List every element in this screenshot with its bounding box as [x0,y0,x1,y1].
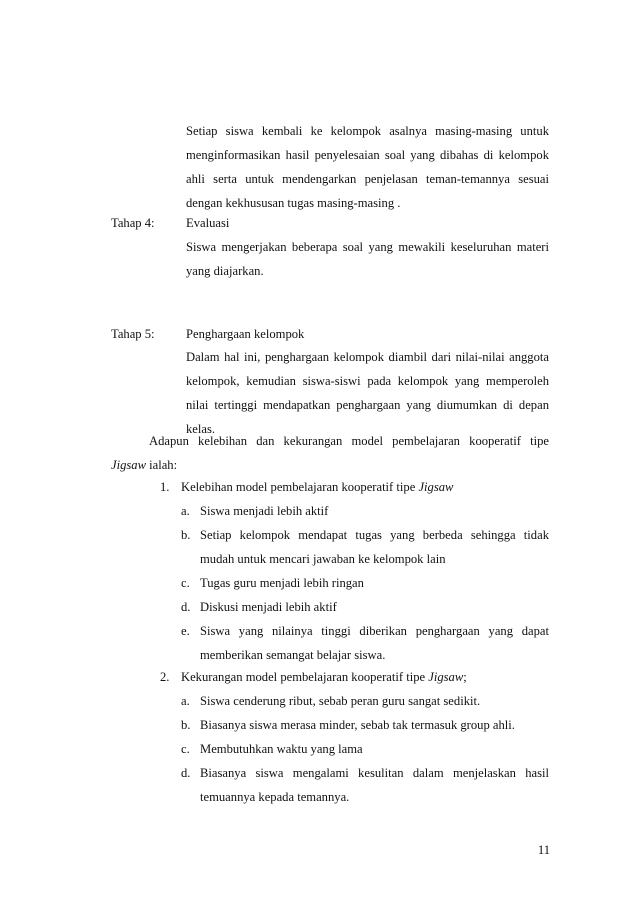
step-label: Tahap 5: [111,327,155,341]
list-heading-text: Kekurangan model pembelajaran kooperatif tipe [181,670,429,684]
paragraph-line: yang diajarkan. [186,264,264,278]
list-letter: a. [181,504,190,518]
list-heading [181,670,467,685]
list-letter: a. [181,694,190,708]
paragraph-line: nilai tertinggi mendapatkan penghargaan yang diumumkan di depan [186,398,549,412]
term-jigsaw: Jigsaw [418,480,454,494]
list-item: temuannya kepada temannya. [200,790,350,804]
paragraph-line: kelas. [186,422,216,436]
list-letter: d. [181,766,191,780]
intro-line [111,458,177,473]
term-jigsaw: Jigsaw [428,670,464,684]
paragraph-line: Setiap siswa kembali ke kelompok asalnya masing-masing untuk [186,124,549,138]
list-heading [181,480,453,495]
paragraph-line: kelompok, kemudian siswa-siswi pada kelompok yang memperoleh [186,374,549,388]
list-item: memberikan semangat belajar siswa. [200,648,386,662]
list-item: Setiap kelompok mendapat tugas yang berbeda sehingga tidak [200,528,549,542]
paragraph-line: Dalam hal ini, penghargaan kelompok diambil dari nilai-nilai anggota [186,350,549,364]
list-number: 2. [160,670,170,684]
list-item: mudah untuk mencari jawaban ke kelompok lain [200,552,446,566]
list-letter: c. [181,576,190,590]
intro-line-rest: ialah: [145,458,178,472]
list-letter: e. [181,624,190,638]
term-jigsaw: Jigsaw [111,458,146,472]
step-title: Evaluasi [186,216,230,230]
list-item: Diskusi menjadi lebih aktif [200,600,337,614]
list-item: Biasanya siswa mengalami kesulitan dalam menjelaskan hasil [200,766,549,780]
list-item: Siswa menjadi lebih aktif [200,504,329,518]
list-item: Siswa yang nilainya tinggi diberikan penghargaan yang dapat [200,624,549,638]
list-letter: c. [181,742,190,756]
list-letter: b. [181,718,191,732]
list-letter: d. [181,600,191,614]
list-heading-suffix: ; [463,670,467,684]
step-title: Penghargaan kelompok [186,327,305,341]
list-letter: b. [181,528,191,542]
list-item: Biasanya siswa merasa minder, sebab tak termasuk group ahli. [200,718,515,732]
list-item: Siswa cenderung ribut, sebab peran guru sangat sedikit. [200,694,481,708]
paragraph-line: menginformasikan hasil penyelesaian soal yang dibahas di kelompok [186,148,549,162]
list-item: Tugas guru menjadi lebih ringan [200,576,364,590]
intro-line: Adapun kelebihan dan kekurangan model pembelajaran kooperatif tipe [149,434,549,448]
paragraph-line: dengan kekhususan tugas masing-masing . [186,196,401,210]
page-number: 11 [537,843,550,857]
list-number: 1. [160,480,170,494]
step-label: Tahap 4: [111,216,155,230]
list-item: Membutuhkan waktu yang lama [200,742,363,756]
list-heading-text: Kelebihan model pembelajaran kooperatif tipe [181,480,419,494]
paragraph-line: ahli serta untuk mendengarkan penjelasan teman-temannya sesuai [186,172,549,186]
paragraph-line: Siswa mengerjakan beberapa soal yang mewakili keseluruhan materi [186,240,549,254]
